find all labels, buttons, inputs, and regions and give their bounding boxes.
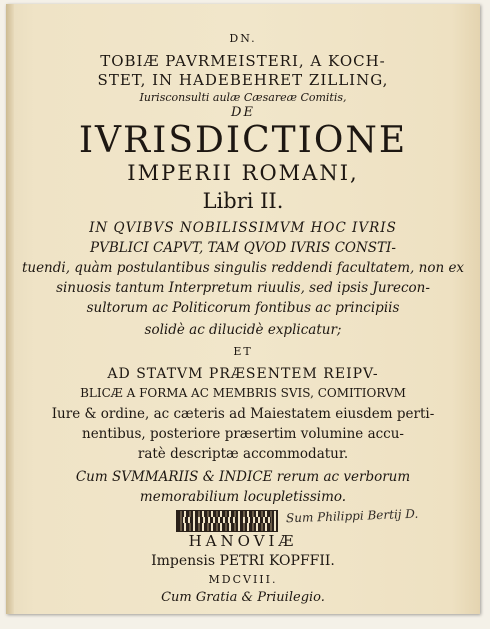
author-affiliation: Iurisconsulti aulæ Cæsareæ Comitis, [139, 91, 347, 104]
ratio-line-1: AD STATVM PRÆSENTEM REIPV- [107, 366, 379, 382]
dn-heading: DN. [229, 32, 257, 45]
ratio-line-2: BLICÆ A FORMA AC MEMBRIS SVIS, COMITIORVM [80, 386, 406, 400]
ratio-line-4: nentibus, posteriore præsertim volumine accu- [82, 426, 404, 442]
imprint-publisher: Impensis PETRI KOPFFII. [151, 553, 335, 569]
subtitle: IMPERII ROMANI, [127, 161, 359, 185]
printers-ornament [176, 510, 278, 532]
quibus-line-2: PVBLICI CAPVT, TAM QVOD IVRIS CONSTI- [90, 240, 396, 256]
quibus-line-6: solidè ac dilucidè explicatur; [144, 322, 342, 338]
imprint-year: MDCVIII. [208, 573, 278, 586]
libri-count: Libri II. [202, 189, 284, 213]
summariis-line-2: memorabilium locupletissimo. [139, 489, 347, 505]
ratio-line-3: Iure & ordine, ac cæteris ad Maiestatem eiusdem perti- [51, 406, 435, 422]
quibus-line-4: sinuosis tantum Interpretum riuulis, sed ipsis Jurecon- [56, 280, 430, 296]
quibus-line-1: IN QVIBVS NOBILISSIMVM HOC IVRIS [89, 220, 397, 236]
privilege-note: Cum Gratia & Priuilegio. [161, 590, 325, 605]
author-line-1: TOBIÆ PAVRMEISTERI, A KOCH- [100, 52, 386, 70]
title-page [6, 4, 480, 614]
main-title: IVRISDICTIONE [78, 120, 408, 161]
author-line-2: STET, IN HADEBEHRET ZILLING, [97, 71, 389, 89]
summariis-line-1: Cum SVMMARIIS & INDICE rerum ac verborum [75, 469, 411, 485]
et-label: ET [233, 345, 253, 358]
quibus-line-3: tuendi, quàm postulantibus singulis reddendi facultatem, non ex [21, 260, 465, 276]
ratio-line-5: ratè descriptæ accommodatur. [137, 446, 349, 462]
quibus-line-5: sultorum ac Politicorum fontibus ac principiis [86, 300, 400, 316]
imprint-city: HANOVIÆ [188, 532, 298, 550]
de-label: DE [231, 105, 255, 120]
handwritten-signature: Sum Philippi Bertij D. [285, 506, 419, 526]
